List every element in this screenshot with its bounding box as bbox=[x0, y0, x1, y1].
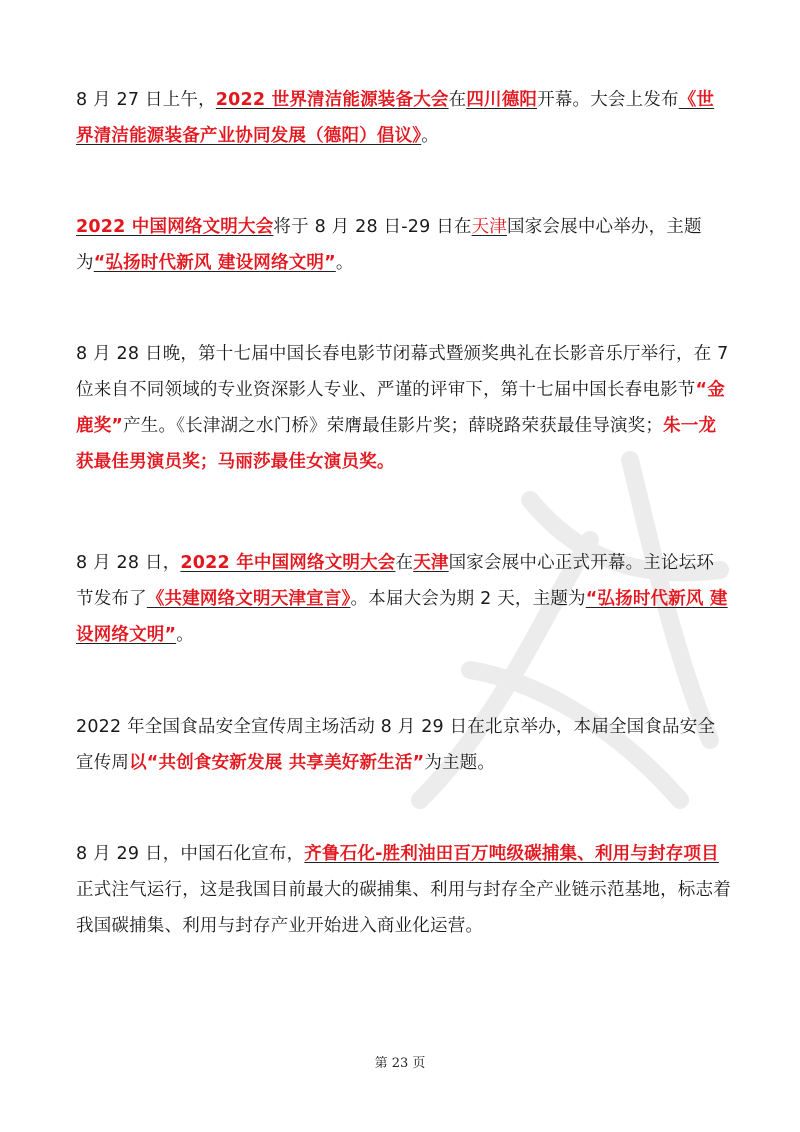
news-paragraph-1 bbox=[76, 82, 731, 154]
page-number: 第 23 页 bbox=[374, 1056, 426, 1071]
text-segment: 。本届大会为期 2 天，主题为 bbox=[350, 589, 586, 609]
text-segment: 8 月 28 日晚，第十七届中国长春电影节闭幕式暨颁奖典礼在长影音乐厅举行，在 7 位来自不同领域的专业资深影人专业、严谨的评审下，第十七届中国长春电影节 bbox=[76, 344, 729, 400]
text-segment: 。 bbox=[335, 253, 354, 273]
text-segment: 在 bbox=[448, 90, 467, 110]
text-segment: 。 bbox=[421, 126, 439, 146]
highlight-location: 天津 bbox=[471, 217, 508, 237]
highlight-location: 天津 bbox=[413, 553, 449, 573]
news-paragraph-6 bbox=[76, 836, 731, 944]
highlight-project-name: 齐鲁石化-胜利油田百万吨级碳捕集、利用与封存项目 bbox=[304, 844, 719, 864]
highlight-document-title: 《世界清洁能源装备产业协同发展（德阳）倡议》 bbox=[76, 90, 715, 146]
text-segment: 8 月 29 日，中国石化宣布， bbox=[76, 844, 305, 864]
highlight-theme: “弘扬时代新风 建设网络文明” bbox=[93, 253, 336, 273]
text-segment: 开幕。大会上发布 bbox=[537, 90, 679, 110]
highlight-award-winners: 朱一龙获最佳男演员奖；马丽莎最佳女演员奖。 bbox=[76, 416, 717, 472]
text-segment: 国家会展中心举办，主题为 bbox=[76, 217, 702, 273]
highlight-document-title: 《共建网络文明天津宣言》 bbox=[146, 589, 351, 609]
news-paragraph-4 bbox=[76, 545, 731, 653]
highlight-theme: “弘扬时代新风 建设网络文明” bbox=[76, 589, 728, 645]
text-segment: 在 bbox=[395, 553, 414, 573]
text-segment: 为主题。 bbox=[424, 753, 496, 773]
text-segment: 8 月 27 日上午， bbox=[76, 90, 216, 110]
text-segment: 8 月 28 日， bbox=[76, 553, 181, 573]
text-segment: 正式注气运行，这是我国目前最大的碳捕集、利用与封存全产业链示范基地，标志着我国碳捕集、利用与封存产业开始进入商业化运营。 bbox=[76, 880, 731, 936]
highlight-event-name: 2022 中国网络文明大会 bbox=[76, 217, 274, 237]
text-segment: 国家会展中心正式开幕。主论坛环节发布了 bbox=[76, 553, 715, 609]
text-segment: 。 bbox=[176, 625, 194, 645]
text-segment: 产生。《长津湖之水门桥》荣膺最佳影片奖；薛晓路荣获最佳导演奖； bbox=[123, 416, 664, 436]
text-segment: 2022 年全国食品安全宣传周主场活动 8 月 29 日在北京举办，本届全国食品安全宣传周 bbox=[76, 717, 716, 773]
highlight-location: 四川德阳 bbox=[466, 90, 538, 110]
news-paragraph-3 bbox=[76, 336, 731, 480]
text-segment: 将于 8 月 28 日-29 日在 bbox=[273, 217, 472, 237]
highlight-event-name: 2022 世界清洁能源装备大会 bbox=[215, 90, 449, 110]
highlight-theme: 以“共创食安新发展 共享美好新生活” bbox=[129, 753, 425, 773]
news-paragraph-2 bbox=[76, 209, 731, 281]
highlight-award-name: “金鹿奖” bbox=[76, 380, 725, 436]
highlight-event-name: 2022 年中国网络文明大会 bbox=[180, 553, 396, 573]
news-paragraph-5 bbox=[76, 709, 731, 781]
